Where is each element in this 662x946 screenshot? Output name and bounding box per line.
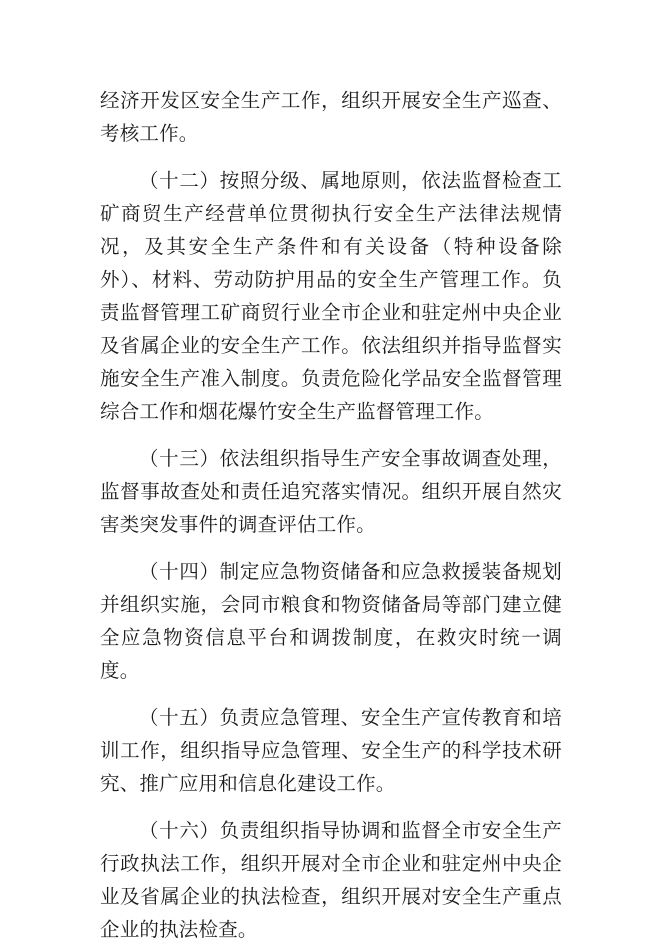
paragraph-spacer [100,800,562,814]
paragraph-item-14: （十四）制定应急物资储备和应急救援装备规划并组织实施，会同市粮食和物资储备局等部门建立健全应急物资信息平台和调拨制度，在救灾时统一调度。 [100,560,562,682]
paragraph-spacer [100,541,562,555]
paragraph-continuation: 经济开发区安全生产工作，组织开展安全生产巡查、考核工作。 [100,89,562,145]
paragraph-item-13: （十三）依法组织指导生产安全事故调查处理，监督事故查处和责任追究落实情况。组织开展自然灾害类突发事件的调查评估工作。 [100,447,562,536]
paragraph-item-15: （十五）负责应急管理、安全生产宣传教育和培训工作，组织指导应急管理、安全生产的科学技术研究、推广应用和信息化建设工作。 [100,706,562,795]
document-page [100,84,562,946]
paragraph-spacer [100,150,562,164]
paragraph-spacer [100,428,562,442]
paragraph-item-12: （十二）按照分级、属地原则，依法监督检查工矿商贸生产经营单位贯彻执行安全生产法律法规情况，及其安全生产条件和有关设备（特种设备除外）、材料、劳动防护用品的安全生产管理工作。负责监督管理工矿商贸行业全市企业和驻定州中央企业及省属企业的安全生产工作。依法组织并指导监督实施安全生产准入制度。负责危险化学品安全监督管理综合工作和烟花爆竹安全生产监督管理工作。 [100,169,562,423]
paragraph-spacer [100,687,562,701]
paragraph-item-16: （十六）负责组织指导协调和监督全市安全生产行政执法工作，组织开展对全市企业和驻定州中央企业及省属企业的执法检查，组织开展对安全生产重点企业的执法检查。 [100,819,562,941]
